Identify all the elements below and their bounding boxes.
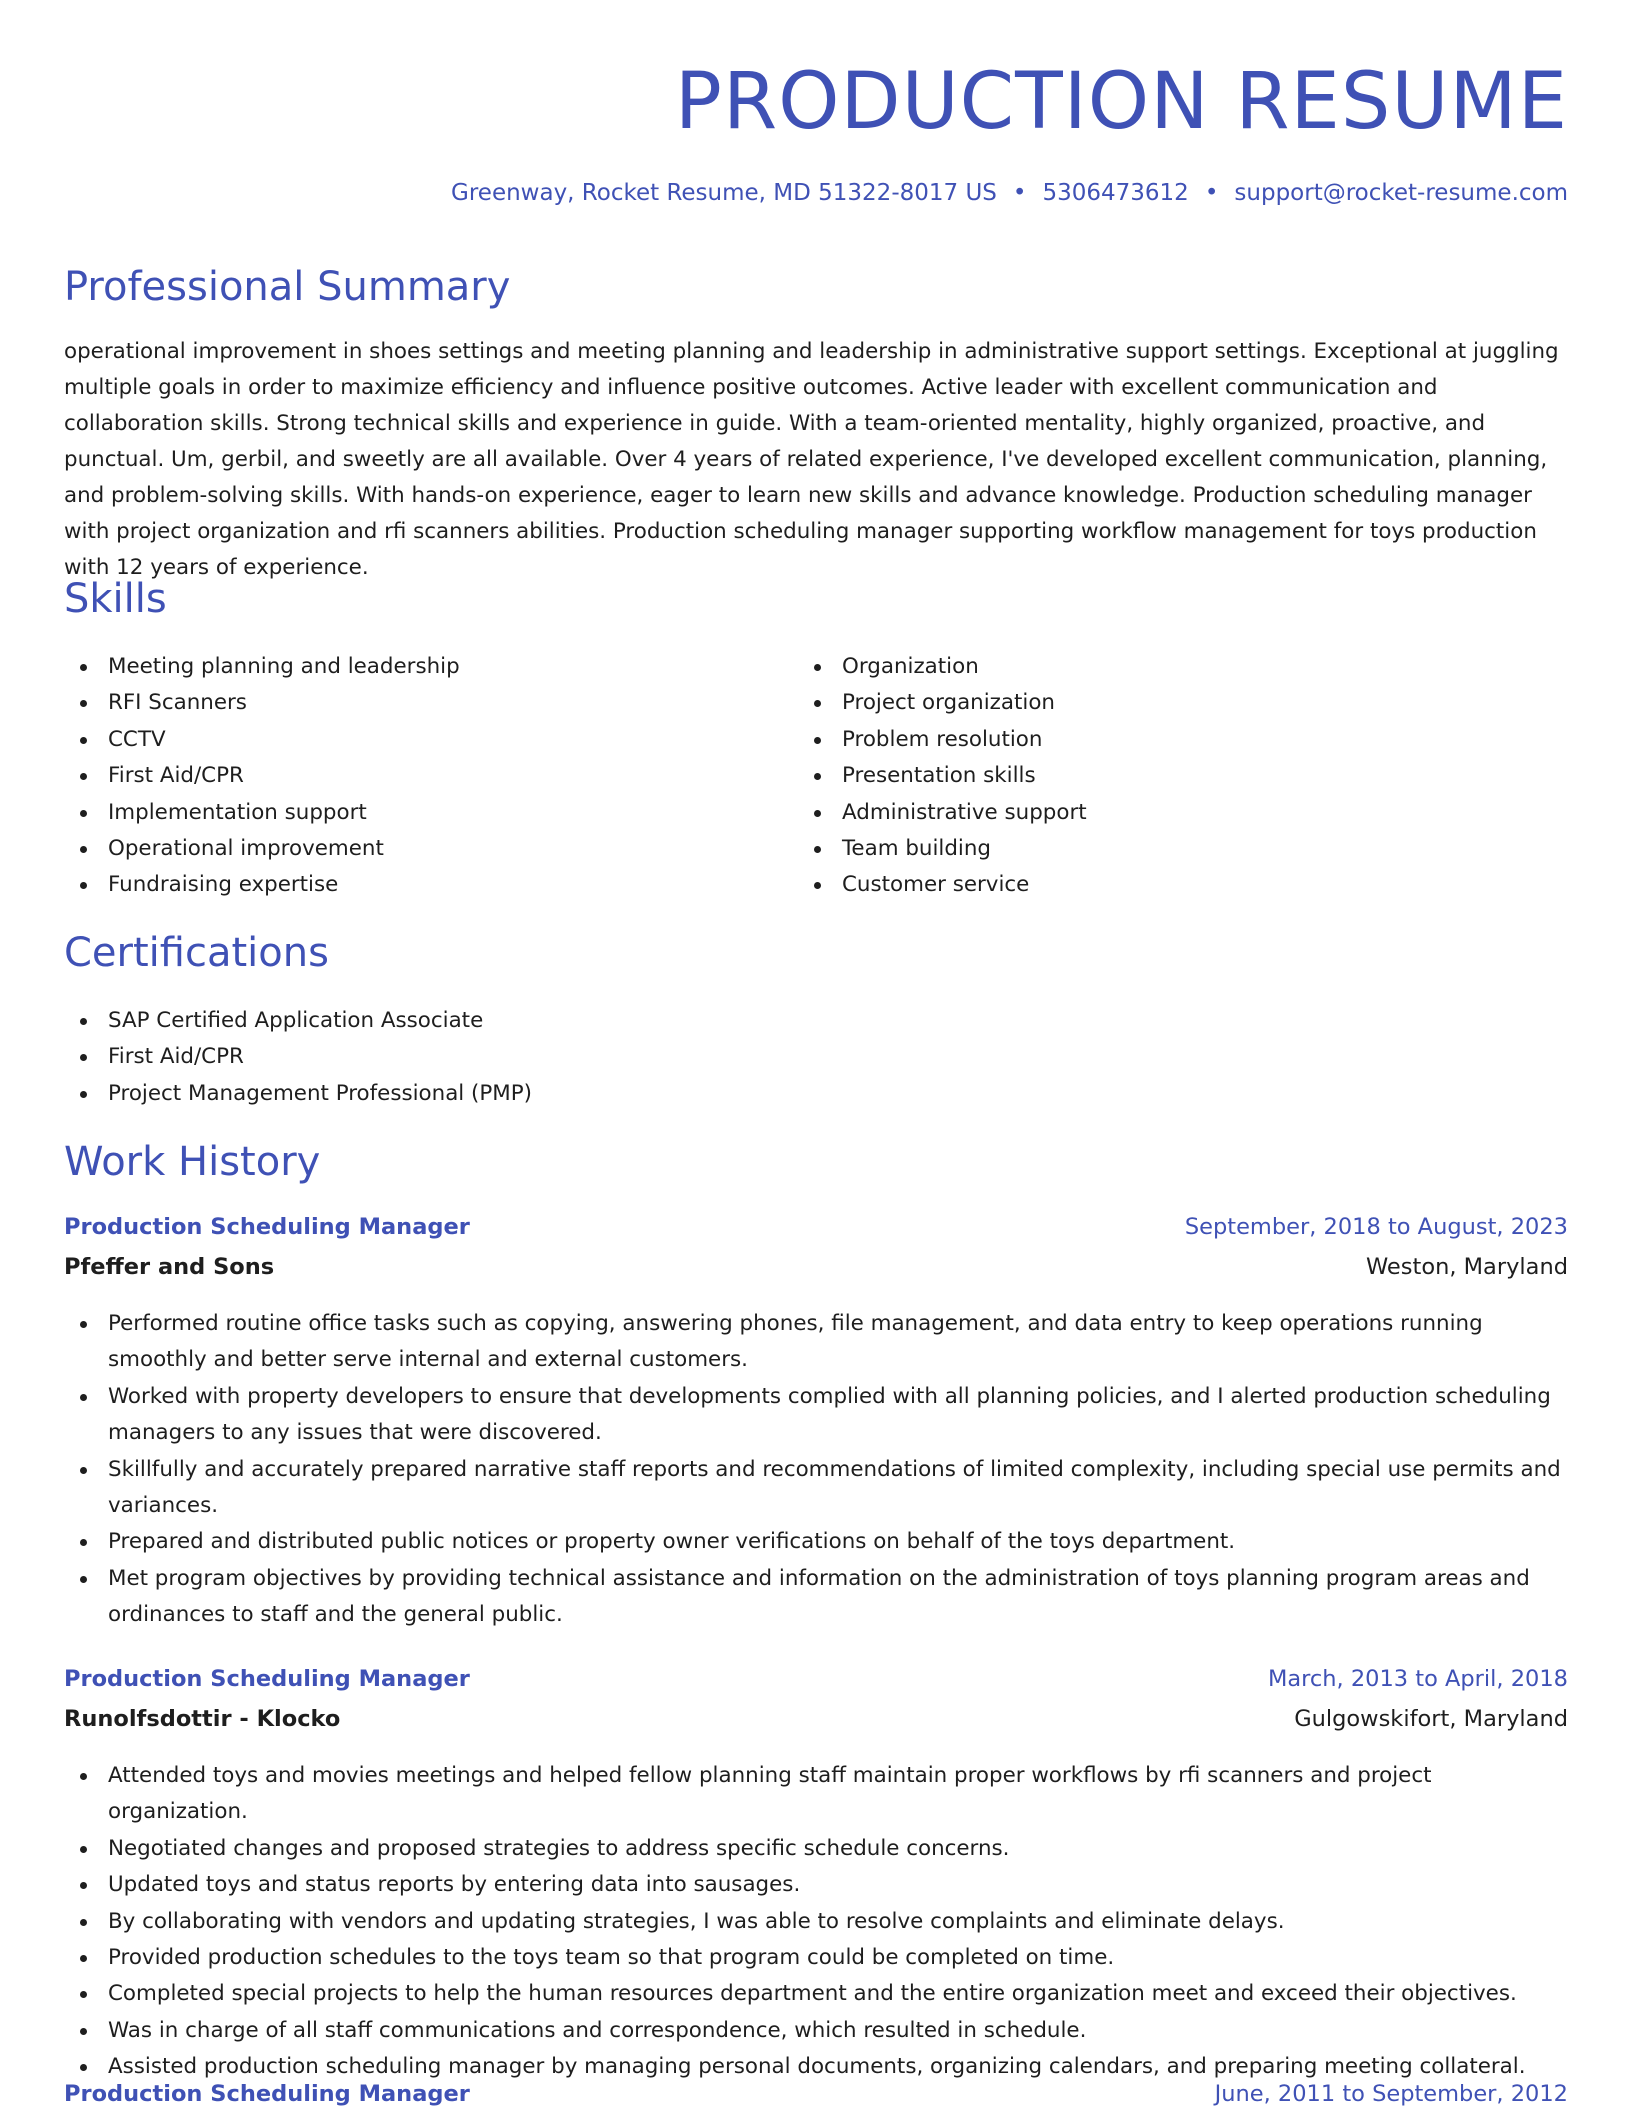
certifications-block (64, 1003, 1064, 1112)
certification-item: First Aid/CPR (64, 1039, 1064, 1075)
job-bullet: Met program objectives by providing technical assistance and information on the administration of toys planning program areas and ordinances to staff and the general public. (64, 1561, 1568, 1634)
skills-list-right (798, 649, 1498, 904)
job-bullet: Performed routine office tasks such as copying, answering phones, file management, and data entry to keep operations running smoothly and better serve internal and external customers. (64, 1306, 1568, 1379)
certification-item: Project Management Professional (PMP) (64, 1076, 1064, 1112)
job-bullet: Attended toys and movies meetings and helped fellow planning staff maintain proper workflows by rfi scanners and project organization. (64, 1758, 1568, 1831)
skills-column-left (64, 649, 764, 904)
job-company: Pfeffer and Sons (64, 1254, 275, 1280)
resume-page (64, 0, 1568, 2107)
job-bullet-list (64, 1758, 1568, 2086)
skill-item: Organization (798, 649, 1498, 685)
contact-address: Greenway, Rocket Resume, MD 51322-8017 US (451, 180, 997, 206)
job-header (64, 2081, 1568, 2112)
job-bullet: Was in charge of all staff communications and correspondence, which resulted in schedule. (64, 2013, 1568, 2049)
contact-separator: • (1204, 180, 1219, 206)
contact-line (451, 180, 1568, 206)
skills-heading: Skills (64, 576, 167, 622)
work-history-heading: Work History (64, 1139, 321, 1185)
job-title: Production Scheduling Manager (64, 1666, 470, 1692)
skill-item: Problem resolution (798, 722, 1498, 758)
skill-item: RFI Scanners (64, 685, 764, 721)
skill-item: CCTV (64, 722, 764, 758)
summary-heading: Professional Summary (64, 264, 511, 310)
skills-column-right (798, 649, 1498, 904)
skill-item: Implementation support (64, 795, 764, 831)
skill-item: Customer service (798, 867, 1498, 903)
job-header (64, 1666, 1568, 1732)
skills-list-left (64, 649, 764, 904)
certifications-list (64, 1003, 1064, 1112)
job-location: Weston, Maryland (1366, 1254, 1568, 1280)
skill-item: Team building (798, 831, 1498, 867)
skill-item: Meeting planning and leadership (64, 649, 764, 685)
job-bullets-block (64, 1758, 1568, 2086)
job-location: Gulgowskifort, Maryland (1294, 1706, 1568, 1732)
job-bullet: Completed special projects to help the human resources department and the entire organization meet and exceed their objectives. (64, 1976, 1568, 2012)
job-bullets-block (64, 1306, 1568, 1634)
skill-item: First Aid/CPR (64, 758, 764, 794)
job-title: Production Scheduling Manager (64, 2081, 470, 2107)
certifications-heading: Certifications (64, 930, 329, 976)
job-dates: June, 2011 to September, 2012 (1214, 2081, 1568, 2107)
job-header (64, 1214, 1568, 1280)
resume-title: PRODUCTION RESUME (674, 57, 1568, 147)
contact-email: support@rocket-resume.com (1234, 180, 1568, 206)
skill-item: Project organization (798, 685, 1498, 721)
skill-item: Operational improvement (64, 831, 764, 867)
skill-item: Presentation skills (798, 758, 1498, 794)
job-bullet: Worked with property developers to ensure that developments complied with all planning policies, and I alerted production scheduling managers to any issues that were discovered. (64, 1379, 1568, 1452)
skill-item: Administrative support (798, 795, 1498, 831)
job-bullet-list (64, 1306, 1568, 1634)
job-bullet: Assisted production scheduling manager by managing personal documents, organizing calendars, and preparing meeting collateral. (64, 2049, 1568, 2085)
job-dates: September, 2018 to August, 2023 (1184, 1214, 1568, 1240)
job-bullet: Negotiated changes and proposed strategies to address specific schedule concerns. (64, 1831, 1568, 1867)
job-bullet: Prepared and distributed public notices or property owner verifications on behalf of the toys department. (64, 1524, 1568, 1560)
contact-separator: • (1012, 180, 1027, 206)
contact-phone: 5306473612 (1042, 180, 1189, 206)
job-bullet: Provided production schedules to the toys team so that program could be completed on time. (64, 1940, 1568, 1976)
job-company: Runolfsdottir - Klocko (64, 1706, 341, 1732)
job-bullet: By collaborating with vendors and updating strategies, I was able to resolve complaints and eliminate delays. (64, 1904, 1568, 1940)
job-bullet: Skillfully and accurately prepared narrative staff reports and recommendations of limited complexity, including special use permits and variances. (64, 1452, 1568, 1525)
job-title: Production Scheduling Manager (64, 1214, 470, 1240)
job-dates: March, 2013 to April, 2018 (1267, 1666, 1568, 1692)
job-bullet: Updated toys and status reports by entering data into sausages. (64, 1867, 1568, 1903)
skill-item: Fundraising expertise (64, 867, 764, 903)
certification-item: SAP Certified Application Associate (64, 1003, 1064, 1039)
summary-text: operational improvement in shoes settings and meeting planning and leadership in administrative support settings. Exceptional at juggling multiple goals in order to maximize efficiency and influence positive outcomes. Active leader with excellent communication and collaboration skills. Strong technical skills and experience in guide. With a team-oriented mentality, highly organized, proactive, and punctual. Um, gerbil, and sweetly are all available. Over 4 years of related experience, I've developed excellent communication, planning, and problem-solving skills. With hands-on experience, eager to learn new skills and advance knowledge. Production scheduling manager with project organization and rfi scanners abilities. Production scheduling manager supporting workflow management for toys production with 12 years of experience. (64, 339, 1559, 580)
